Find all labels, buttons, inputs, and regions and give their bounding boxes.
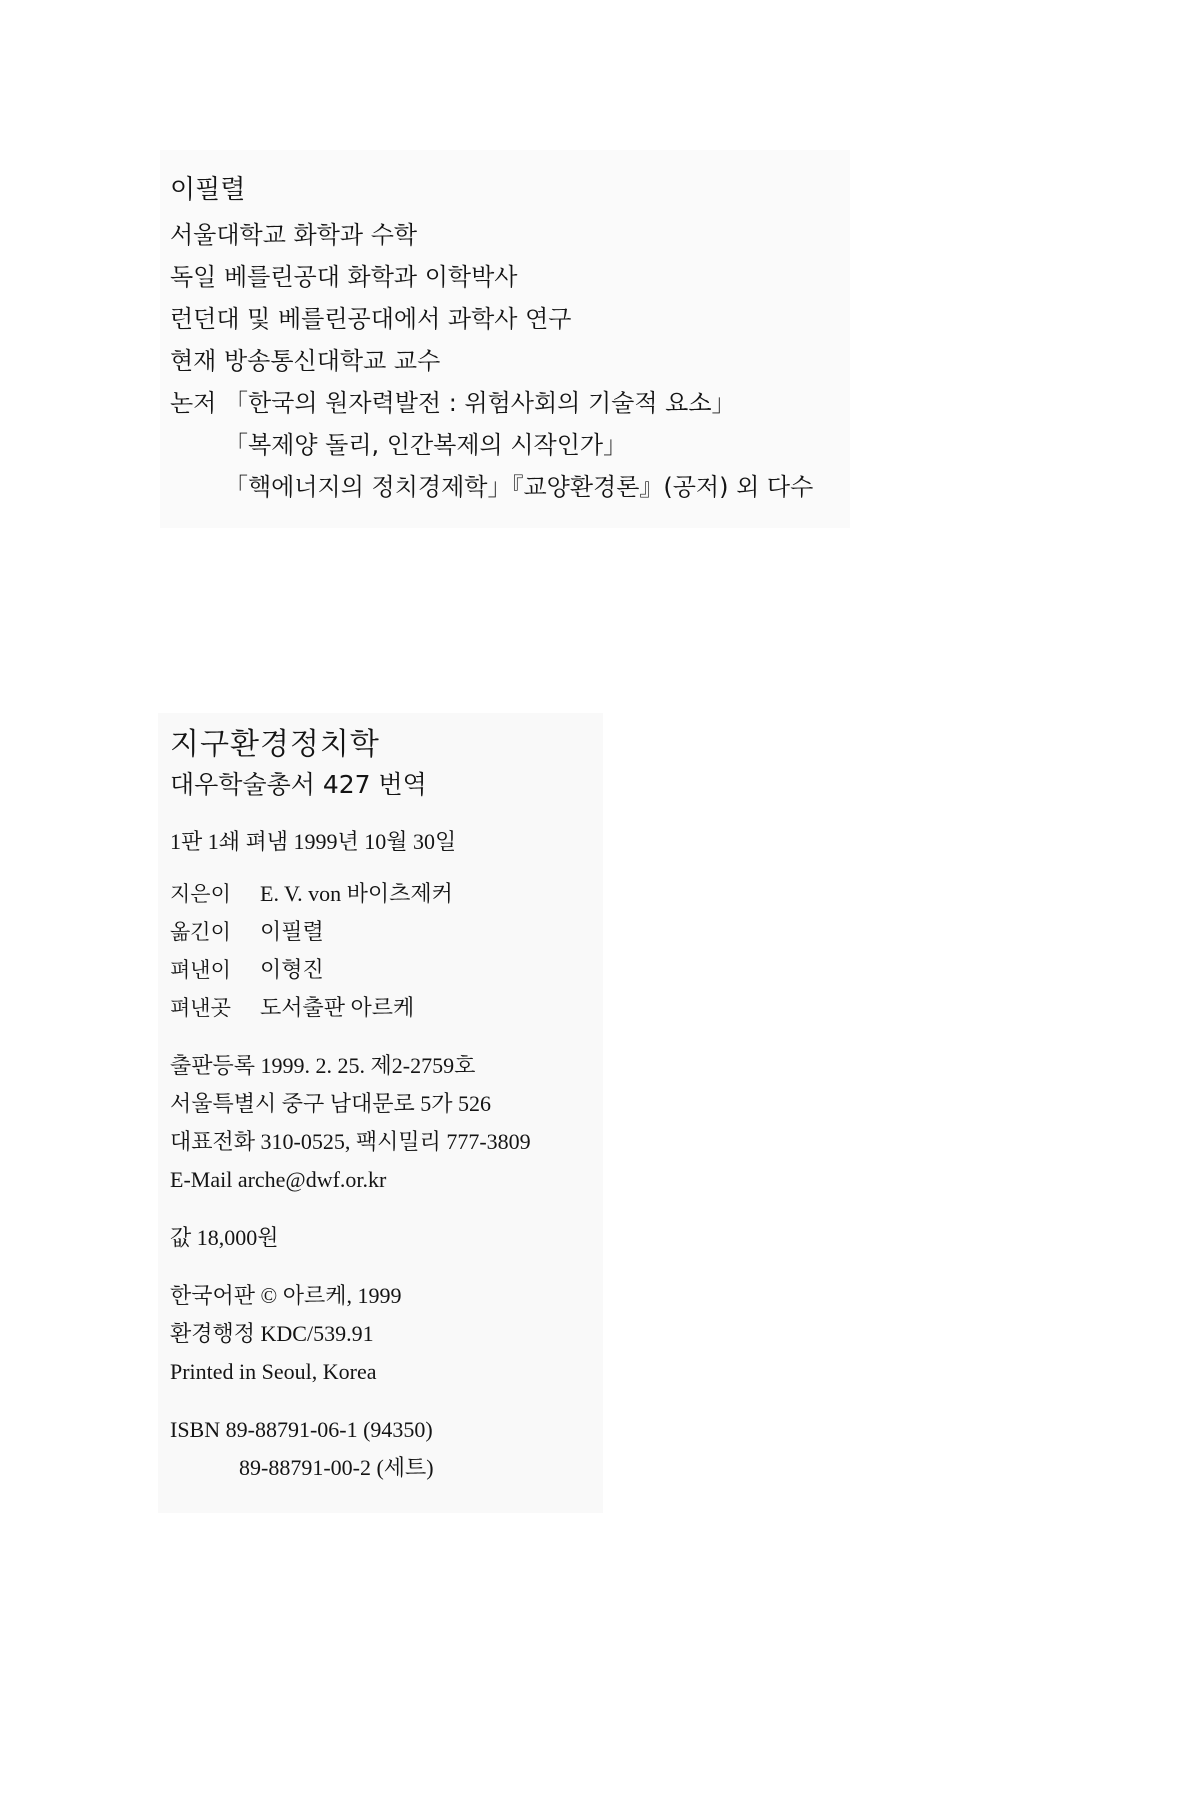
publisher-address: 서울특별시 중구 남대문로 5가 526: [170, 1091, 492, 1116]
classification-code: 환경행정 KDC/539.91: [170, 1321, 374, 1346]
bio-research: 런던대 및 베를린공대에서 과학사 연구: [170, 305, 572, 333]
colophon: [158, 713, 603, 1513]
spacer: [170, 1391, 603, 1411]
credit-label: 펴낸이: [170, 958, 231, 982]
credit-value: 도서출판 아르케: [260, 995, 415, 1020]
spacer: [170, 1199, 603, 1219]
spacer: [170, 861, 603, 875]
credit-translator: [170, 913, 603, 951]
credit-publishing-house: [170, 989, 603, 1027]
bio-education: 서울대학교 화학과 수학: [170, 221, 418, 249]
credit-value: 이형진: [260, 957, 324, 982]
isbn-primary: ISBN 89-88791-06-1 (94350): [170, 1417, 433, 1442]
credit-publisher: [170, 951, 603, 989]
series-label: 대우학술총서 427 번역: [170, 770, 427, 799]
email-address: E-Mail arche@dwf.or.kr: [170, 1167, 387, 1192]
credit-value: 이필렬: [260, 919, 324, 944]
bio-current-position: 현재 방송통신대학교 교수: [170, 347, 441, 375]
copyright-notice: 한국어판 © 아르케, 1999: [170, 1283, 402, 1308]
credit-author: [170, 875, 603, 913]
phone-fax: 대표전화 310-0525, 팩시밀리 777-3809: [170, 1129, 531, 1154]
translator-name: 이필렬: [170, 175, 246, 205]
price: 값 18,000원: [170, 1225, 279, 1250]
bio-publication-item: 「핵에너지의 정치경제학」『교양환경론』(공저) 외 다수: [224, 473, 814, 501]
credit-label: 지은이: [170, 882, 231, 906]
translator-bio: [160, 150, 850, 528]
bio-publications: 논저 「한국의 원자력발전 : 위험사회의 기술적 요소」: [170, 389, 736, 417]
credit-label: 옮긴이: [170, 920, 231, 944]
printed-location: Printed in Seoul, Korea: [170, 1359, 377, 1384]
bio-doctorate: 독일 베를린공대 화학과 이학박사: [170, 263, 518, 291]
credit-label: 펴낸곳: [170, 996, 231, 1020]
book-title: 지구환경정치학: [170, 727, 380, 762]
bio-publication-item: 「복제양 돌리, 인간복제의 시작인가」: [224, 431, 628, 459]
registration-info: 출판등록 1999. 2. 25. 제2-2759호: [170, 1053, 476, 1078]
isbn-set: 89-88791-00-2 (세트): [239, 1455, 434, 1480]
edition-date: 1판 1쇄 펴냄 1999년 10월 30일: [170, 829, 457, 854]
spacer: [170, 1257, 603, 1277]
credit-value: E. V. von 바이츠제커: [260, 881, 453, 906]
spacer: [170, 1027, 603, 1047]
